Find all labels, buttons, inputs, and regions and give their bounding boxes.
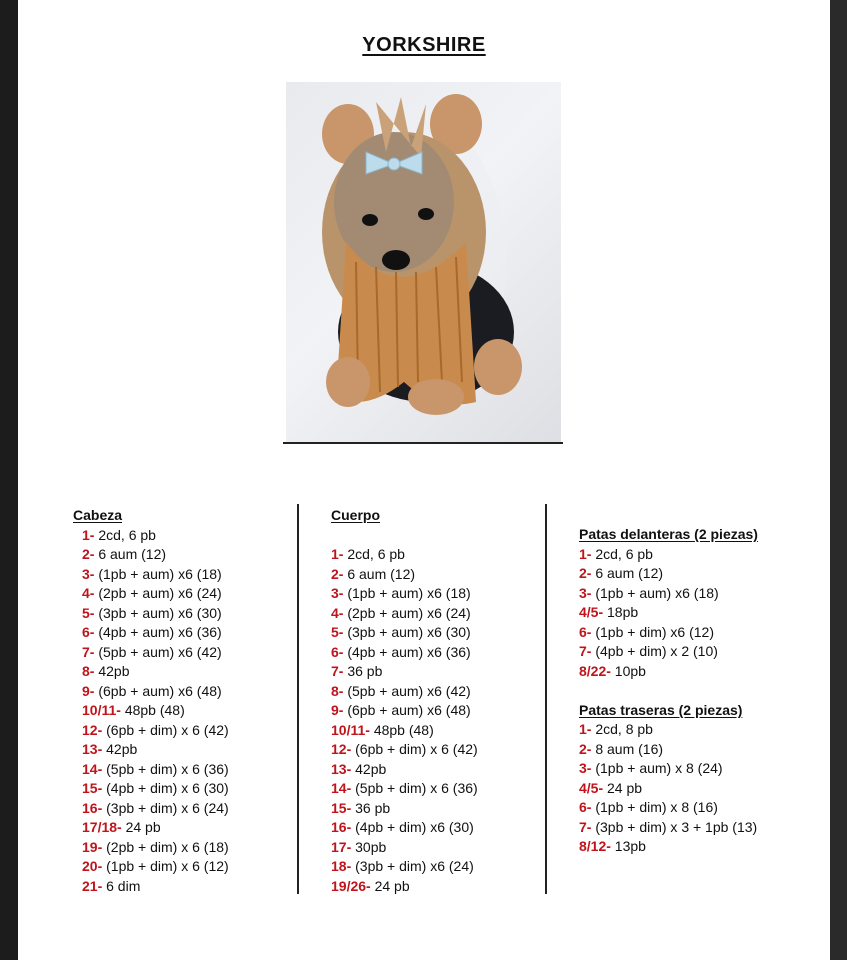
round-number: 8/22- [579,662,611,679]
round-instruction: 6 aum (12) [591,565,664,581]
round-instruction: (1pb + aum) x 8 (24) [591,760,723,776]
round-instruction: (5pb + dim) x 6 (36) [102,760,229,777]
round-instruction: (5pb + aum) x6 (42) [94,643,222,660]
dog-paw-right [474,339,522,395]
round-instruction: 24 pb [370,877,410,894]
instruction-row [579,564,758,584]
instruction-row [82,721,229,741]
round-number: 2- [331,565,344,582]
round-number: 20- [82,858,103,874]
round-instruction: (4pb + dim) x 2 (10) [591,643,718,659]
column-cabeza [73,506,229,896]
round-number: 3- [82,565,95,582]
round-number: 2- [579,740,592,757]
round-instruction: (1pb + aum) x6 (18) [591,584,719,601]
round-number: 1- [579,721,592,737]
round-number: 17/18- [82,819,122,835]
round-number: 4- [82,585,95,601]
round-number: 10/11- [331,721,370,738]
round-instruction: (1pb + aum) x6 (18) [94,565,222,582]
round-number: 8/12- [579,838,611,854]
round-instruction: (6pb + dim) x 6 (42) [351,741,478,757]
round-instruction: (5pb + dim) x 6 (36) [351,780,478,796]
round-number: 10/11- [82,702,121,718]
instruction-row [579,584,758,604]
round-number: 6- [579,623,592,640]
round-instruction: 6 aum (12) [343,565,416,582]
instruction-row [331,604,478,624]
round-number: 8- [82,663,95,679]
round-instruction: (1pb + aum) x6 (18) [343,585,471,601]
round-number: 4/5- [579,779,604,796]
round-number: 13- [331,760,352,777]
instruction-row [82,701,229,721]
round-instruction: 42pb [102,741,138,757]
photo-underline [283,442,563,444]
round-instruction: (4pb + dim) x6 (30) [351,819,474,835]
crochet-dog-illustration [286,82,561,442]
column-cuerpo [331,506,478,896]
round-number: 1- [579,545,592,562]
round-number: 7- [331,663,344,679]
round-number: 15- [331,799,352,816]
round-number: 5- [331,624,344,640]
instruction-row [331,779,478,799]
instruction-row [331,701,478,721]
round-instruction: 13pb [610,838,646,854]
instruction-row [579,662,758,682]
round-instruction: (1pb + dim) x 6 (12) [102,858,229,874]
instruction-row [331,682,478,702]
instruction-row [331,857,478,877]
round-number: 15- [82,780,103,796]
round-instruction: 36 pb [351,799,391,816]
instruction-row [82,838,229,858]
dog-paw-left [326,357,370,407]
section-heading: Patas traseras (2 piezas) [579,701,743,718]
instruction-row [82,857,229,877]
round-number: 7- [82,643,95,660]
round-number: 14- [82,760,103,777]
round-instruction: (6pb + aum) x6 (48) [94,682,222,699]
instruction-list [73,526,229,897]
round-number: 5- [82,604,95,621]
round-number: 1- [331,546,344,562]
round-number: 3- [579,760,592,776]
instruction-row [82,623,229,643]
round-instruction: 6 aum (12) [94,546,167,562]
round-instruction: (3pb + aum) x6 (30) [94,604,222,621]
round-instruction: 2cd, 6 pb [343,546,405,562]
round-instruction: (3pb + dim) x 6 (24) [102,799,229,816]
round-instruction: 42pb [351,760,387,777]
instruction-row [331,623,478,643]
instruction-row [331,565,478,585]
section-heading: Cabeza [73,507,123,523]
instruction-row [82,682,229,702]
instruction-row [82,818,229,838]
round-instruction: 30pb [351,838,387,855]
instruction-row [82,799,229,819]
round-number: 2- [82,546,95,562]
round-number: 6- [82,624,95,640]
round-instruction: (3pb + aum) x6 (30) [343,624,471,640]
round-instruction: (3pb + dim) x 3 + 1pb (13) [591,818,758,835]
page-title: YORKSHIRE [362,34,486,56]
round-number: 12- [331,741,352,757]
round-number: 6- [579,799,592,815]
round-number: 14- [331,780,352,796]
round-number: 16- [331,819,352,835]
round-number: 4- [331,604,344,621]
round-number: 12- [82,721,103,738]
round-number: 13- [82,741,103,757]
column-divider [545,504,547,894]
instruction-row [82,643,229,663]
instruction-row [331,643,478,663]
section-heading: Cuerpo [331,507,380,523]
instruction-row [82,526,229,546]
round-number: 9- [331,702,344,718]
round-instruction: 36 pb [343,663,383,679]
instruction-row [579,837,758,857]
round-number: 7- [579,818,592,835]
round-instruction: (1pb + dim) x 8 (16) [591,799,718,815]
round-instruction: 2cd, 6 pb [591,545,653,562]
round-instruction: (6pb + dim) x 6 (42) [102,721,229,738]
instruction-row [579,759,758,779]
yorkshire-photo [286,82,561,442]
round-number: 21- [82,877,103,894]
round-instruction: (5pb + aum) x6 (42) [343,682,471,699]
round-instruction: 2cd, 8 pb [591,721,653,737]
instruction-row [331,818,478,838]
instruction-row [579,779,758,799]
instruction-row [579,603,758,623]
instruction-row [82,545,229,565]
round-number: 4/5- [579,604,604,620]
instruction-row [82,760,229,780]
round-number: 8- [331,682,344,699]
instruction-row [331,877,478,897]
instruction-row [82,779,229,799]
instruction-row [579,720,758,740]
round-number: 3- [331,585,344,601]
instruction-row [82,662,229,682]
dog-eye-left [362,214,378,226]
round-number: 9- [82,682,95,699]
round-instruction: 24 pb [603,779,643,796]
round-instruction: 10pb [610,662,646,679]
instruction-row [82,604,229,624]
instruction-list [579,720,758,857]
instruction-row [331,799,478,819]
section-heading: Patas delanteras (2 piezas) [579,526,758,542]
instruction-row [579,623,758,643]
instruction-row [331,662,478,682]
round-instruction: (2pb + dim) x 6 (18) [102,838,229,855]
round-instruction: 2cd, 6 pb [94,526,156,543]
round-number: 19- [82,838,103,855]
round-instruction: 48pb (48) [369,721,434,738]
instruction-list [579,545,758,682]
round-instruction: (2pb + aum) x6 (24) [343,604,471,621]
instruction-row [331,740,478,760]
round-instruction: (2pb + aum) x6 (24) [94,585,222,601]
document-page [18,0,830,960]
column-divider [297,504,299,894]
round-number: 17- [331,838,352,855]
round-instruction: 6 dim [102,877,141,894]
instruction-row [82,877,229,897]
instruction-row [331,545,478,565]
instruction-row [579,740,758,760]
round-instruction: (4pb + aum) x6 (36) [343,643,471,660]
round-number: 2- [579,565,592,581]
round-number: 3- [579,584,592,601]
instruction-row [331,838,478,858]
round-instruction: (3pb + dim) x6 (24) [351,858,474,874]
instruction-row [82,740,229,760]
round-number: 19/26- [331,877,371,894]
instruction-row [82,565,229,585]
round-instruction: (4pb + aum) x6 (36) [94,624,222,640]
instruction-row [579,545,758,565]
round-number: 1- [82,526,95,543]
instruction-row [579,642,758,662]
dog-nose [382,250,410,270]
round-instruction: 48pb (48) [120,702,185,718]
instruction-row [331,721,478,741]
dog-eye-right [418,208,434,220]
instruction-row [331,584,478,604]
round-instruction: (1pb + dim) x6 (12) [591,623,715,640]
instruction-row [579,818,758,838]
round-instruction: 8 aum (16) [591,740,664,757]
round-instruction: 42pb [94,663,130,679]
round-instruction: 24 pb [121,819,161,835]
instruction-row [331,760,478,780]
round-number: 18- [331,858,352,874]
column-patas [579,525,758,857]
instruction-row [82,584,229,604]
right-edge-bar [830,0,847,960]
round-number: 6- [331,643,344,660]
instruction-row [579,798,758,818]
round-instruction: (6pb + aum) x6 (48) [343,702,471,718]
instruction-list [331,545,478,896]
round-instruction: (4pb + dim) x 6 (30) [102,780,229,796]
round-number: 16- [82,799,103,816]
round-instruction: 18pb [603,604,639,620]
round-number: 7- [579,643,592,659]
